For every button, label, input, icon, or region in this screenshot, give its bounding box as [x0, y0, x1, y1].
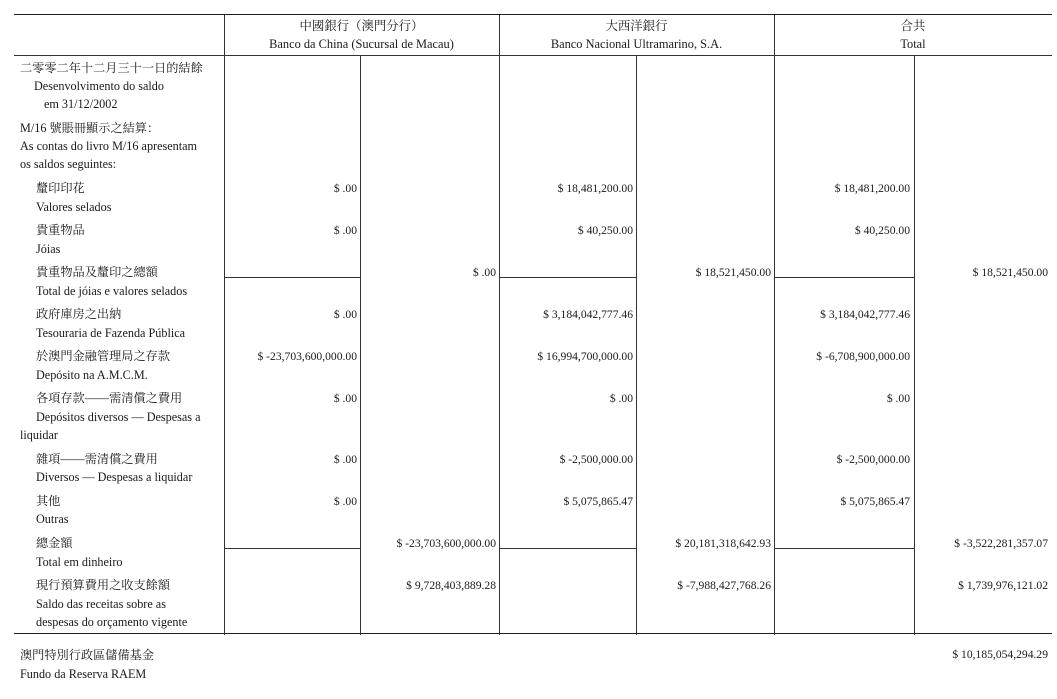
row-label-pt: liquidar: [20, 428, 58, 442]
row-label-zh: 貴重物品: [36, 223, 85, 237]
bnu-subtotal: $ 20,181,318,642.93: [675, 537, 771, 550]
row-label-pt: Depósito na A.M.C.M.: [36, 368, 148, 382]
row-label-pt: Valores selados: [36, 200, 112, 214]
subtotal-rule: [774, 277, 914, 278]
balance-title-zh: 二零零二年十二月三十一日的結餘: [20, 61, 203, 75]
header-divider: [14, 55, 1052, 56]
header-total-zh: 合共: [900, 19, 926, 33]
row-label-pt: Depósitos diversos — Despesas a: [36, 410, 201, 424]
total-subtotal: $ 18,521,450.00: [972, 266, 1048, 279]
header-bank-china: [224, 17, 499, 53]
header-bnu: [499, 17, 774, 53]
header-total: [774, 17, 1052, 53]
header-bank-china-zh: 中國銀行（澳門分行）: [299, 19, 424, 33]
row-label-zh: 其他: [36, 494, 61, 508]
subtotal-rule: [224, 548, 360, 549]
total-value: $ .00: [886, 392, 910, 405]
boc-value: $ .00: [333, 308, 357, 321]
boc-value: $ .00: [333, 453, 357, 466]
total-subtotal: $ -3,522,281,357.07: [954, 537, 1048, 550]
boc-value: $ -23,703,600,000.00: [257, 350, 357, 363]
row-label-pt: Saldo das receitas sobre as: [36, 597, 166, 611]
row-label-zh: 現行預算費用之收支餘額: [36, 578, 171, 592]
row-label-pt: Jóias: [36, 242, 61, 256]
total-value: $ 3,184,042,777.46: [820, 308, 910, 321]
col-divider: [636, 55, 637, 635]
boc-subtotal: $ 9,728,403,889.28: [406, 579, 496, 592]
bnu-value: $ .00: [609, 392, 633, 405]
row-label-zh: 貴重物品及釐印之總額: [36, 265, 158, 279]
footer-label-pt: Fundo da Reserva RAEM: [20, 667, 147, 681]
boc-value: $ .00: [333, 392, 357, 405]
balance-title-pt1: Desenvolvimento do saldo: [34, 79, 164, 93]
boc-value: $ .00: [333, 495, 357, 508]
m16-title-pt2: os saldos seguintes:: [20, 157, 117, 171]
bnu-value: $ 5,075,865.47: [563, 495, 633, 508]
total-value: $ 40,250.00: [854, 224, 910, 237]
col-divider: [914, 55, 915, 635]
col-divider: [499, 15, 500, 635]
header-total-pt: Total: [900, 37, 926, 51]
bnu-value: $ 40,250.00: [577, 224, 633, 237]
bnu-value: $ 16,994,700,000.00: [537, 350, 633, 363]
header-bnu-pt: Banco Nacional Ultramarino, S.A.: [550, 37, 723, 51]
row-label-zh: 雜項——需清償之費用: [36, 452, 158, 466]
bnu-subtotal: $ 18,521,450.00: [695, 266, 771, 279]
row-label-zh: 各項存款——需清償之費用: [36, 391, 183, 405]
col-divider: [360, 55, 361, 635]
footer-label-zh: 澳門特別行政區儲備基金: [20, 648, 155, 662]
boc-value: $ .00: [333, 224, 357, 237]
boc-subtotal: $ .00: [472, 266, 496, 279]
total-value: $ 18,481,200.00: [834, 182, 910, 195]
footer-value: $ 10,185,054,294.29: [952, 648, 1048, 661]
bnu-subtotal: $ -7,988,427,768.26: [677, 579, 771, 592]
col-divider: [774, 15, 775, 635]
total-value: $ -6,708,900,000.00: [816, 350, 910, 363]
row-label-zh: 政府庫房之出納: [36, 307, 122, 321]
row-label-zh: 於澳門金融管理局之存款: [36, 349, 171, 363]
row-label-zh: 總金額: [36, 536, 73, 550]
total-subtotal: $ 1,739,976,121.02: [958, 579, 1048, 592]
row-label-pt: Total em dinheiro: [36, 555, 123, 569]
m16-title-pt1: As contas do livro M/16 apresentam: [20, 139, 198, 153]
balance-title-pt2: em 31/12/2002: [44, 97, 118, 111]
bnu-value: $ 18,481,200.00: [557, 182, 633, 195]
boc-subtotal: $ -23,703,600,000.00: [396, 537, 496, 550]
total-value: $ -2,500,000.00: [836, 453, 910, 466]
subtotal-rule: [224, 277, 360, 278]
boc-value: $ .00: [333, 182, 357, 195]
total-value: $ 5,075,865.47: [840, 495, 910, 508]
row-label-pt: Tesouraria de Fazenda Pública: [36, 326, 186, 340]
m16-title-zh: M/16 號賬冊顯示之結算：: [20, 121, 160, 135]
balance-table: [14, 14, 1052, 634]
row-label-pt: Diversos — Despesas a liquidar: [36, 470, 193, 484]
subtotal-rule: [499, 277, 636, 278]
subtotal-rule: [499, 548, 636, 549]
bnu-value: $ 3,184,042,777.46: [543, 308, 633, 321]
col-divider: [224, 15, 225, 635]
header-bank-china-pt: Banco da China (Sucursal de Macau): [269, 37, 454, 51]
row-label-zh: 釐印印花: [36, 181, 85, 195]
bnu-value: $ -2,500,000.00: [559, 453, 633, 466]
subtotal-rule: [774, 548, 914, 549]
header-bnu-zh: 大西洋銀行: [605, 19, 668, 33]
row-label-pt: despesas do orçamento vigente: [36, 615, 188, 629]
row-label-pt: Outras: [36, 512, 69, 526]
row-label-pt: Total de jóias e valores selados: [36, 284, 188, 298]
